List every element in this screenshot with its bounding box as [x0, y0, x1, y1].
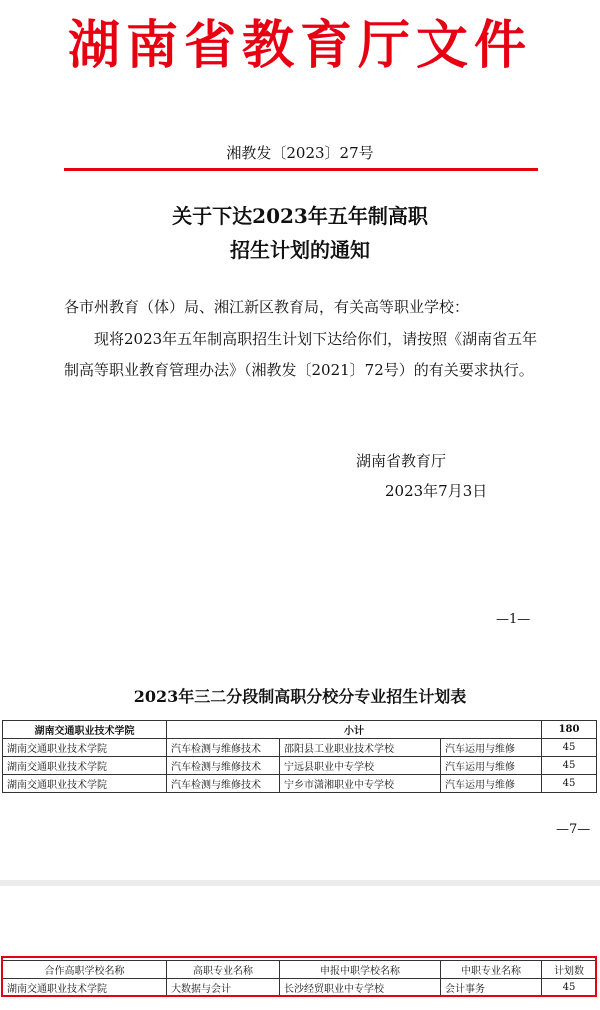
table-title: 2023年三二分段制高职分校分专业招生计划表 [133, 687, 467, 706]
table-row [3, 775, 597, 793]
body-paragraph: 现将2023年五年制高职招生计划下达给你们，请按照《湖南省五年制高等职业教育管理办法》（湘教发〔2021〕72号）的有关要求执行。 [64, 330, 538, 379]
cell-school: 宁乡市潇湘职业中专学校 [280, 775, 441, 793]
cell-count: 45 [542, 757, 597, 775]
cell-school-major: 汽车运用与维修 [441, 739, 542, 757]
page-number: —7— [556, 822, 591, 837]
table-row [3, 757, 597, 775]
notice-title-line-2: 招生计划的通知 [230, 238, 370, 262]
document-masthead: 湖南省教育厅文件 [67, 15, 532, 76]
cell-school: 邵阳县工业职业技术学校 [280, 739, 441, 757]
header-cell: 合作高职学校名称 [3, 961, 167, 979]
subtotal-value: 180 [542, 721, 597, 739]
cell-major: 汽车检测与维修技术 [167, 757, 280, 775]
cell-school-major: 汽车运用与维修 [441, 775, 542, 793]
cell-count: 45 [542, 775, 597, 793]
header-cell: 申报中职学校名称 [280, 961, 441, 979]
header-cell: 高职专业名称 [167, 961, 280, 979]
cell-college: 湖南交通职业技术学院 [3, 979, 167, 997]
cell-college: 湖南交通职业技术学院 [3, 757, 167, 775]
page-number: —1— [496, 612, 531, 627]
cell-major: 汽车检测与维修技术 [167, 775, 280, 793]
salutation: 各市州教育（体）局、湘江新区教育局，有关高等职业学校： [64, 298, 470, 316]
cell-school-major: 会计事务 [441, 979, 542, 997]
notice-title-line-1: 关于下达2023年五年制高职 [172, 204, 428, 228]
subtotal-college: 湖南交通职业技术学院 [3, 721, 167, 739]
table-subtotal-row [3, 721, 597, 739]
cell-school-major: 汽车运用与维修 [441, 757, 542, 775]
subtotal-label: 小计 [167, 721, 542, 739]
issue-date: 2023年7月3日 [385, 482, 488, 500]
header-cell: 中职专业名称 [441, 961, 542, 979]
table-row [3, 739, 597, 757]
cell-major: 大数据与会计 [167, 979, 280, 997]
page-separator [0, 880, 600, 886]
issuer-name: 湖南省教育厅 [356, 452, 447, 470]
enrollment-plan-table [2, 720, 597, 793]
header-cell: 计划数 [542, 961, 597, 979]
cell-count: 45 [542, 979, 597, 997]
cell-count: 45 [542, 739, 597, 757]
cell-school: 长沙经贸职业中专学校 [280, 979, 441, 997]
cell-major: 汽车检测与维修技术 [167, 739, 280, 757]
cell-college: 湖南交通职业技术学院 [3, 739, 167, 757]
red-divider-line [64, 168, 538, 171]
document-number: 湘教发〔2023〕27号 [226, 144, 374, 162]
cell-college: 湖南交通职业技术学院 [3, 775, 167, 793]
cell-school: 宁远县职业中专学校 [280, 757, 441, 775]
highlight-frame [1, 956, 597, 997]
